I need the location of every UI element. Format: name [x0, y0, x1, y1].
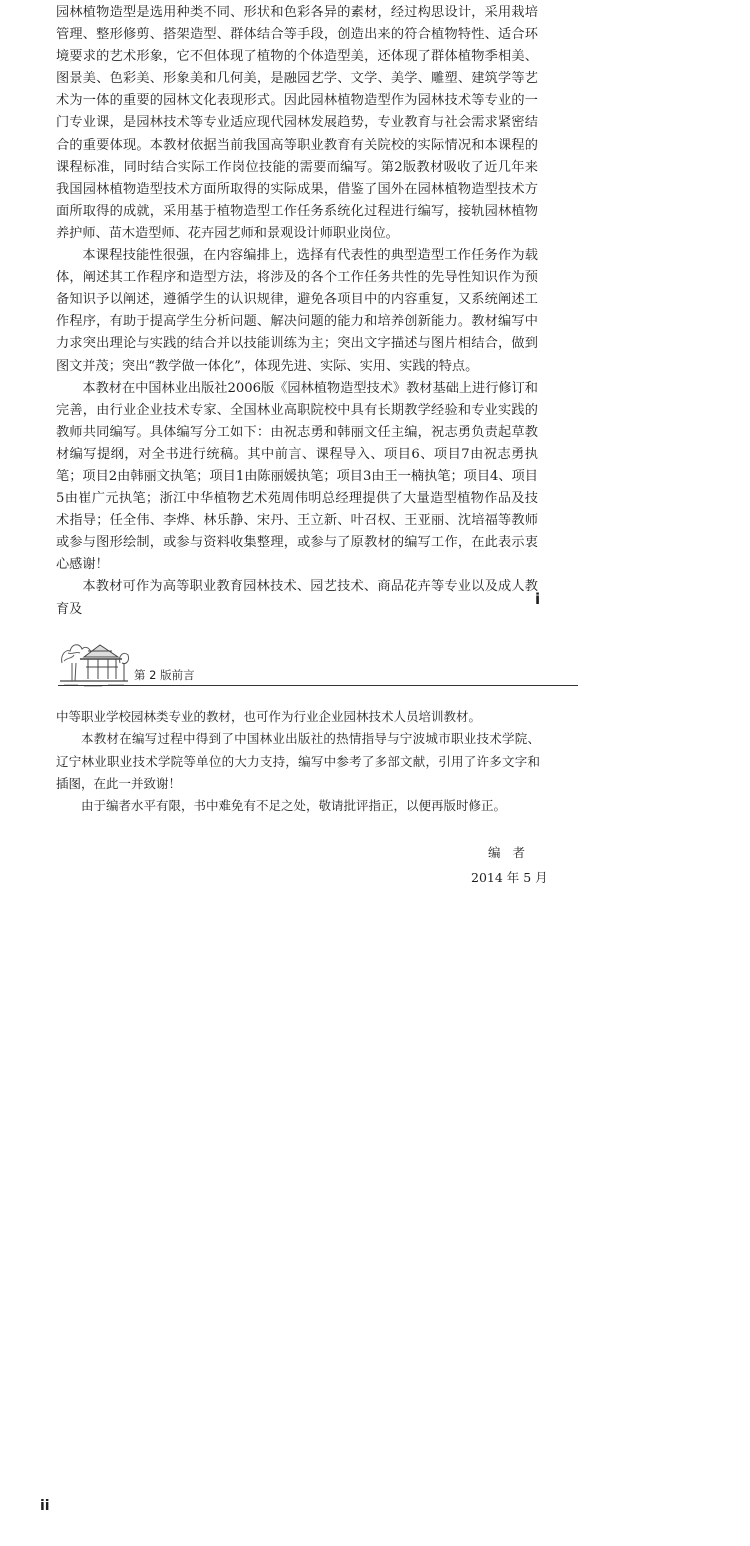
header-rule [58, 685, 578, 686]
signature-author: 编者 [488, 845, 538, 860]
paragraph: 本教材在中国林业出版社2006版《园林植物造型技术》教材基础上进行修订和完善，由行业企业技术专家、全国林业高职院校中具有长期教学经验和专业实践的教师共同编写。具体编写分工如下：由祝志勇和韩丽文任主编，祝志勇负责起草教材编写提纲，对全书进行统稿。其中前言、课程导入、项目6、项目7由祝志勇执笔；项目2由韩丽文执笔；项目1由陈丽媛执笔；项目3由王一楠执笔；项目4、项目5由崔广元执笔；浙江中华植物艺术苑周伟明总经理提供了大量造型植物作品及技术指导；任全伟、李烨、林乐静、宋丹、王立新、叶召权、王亚丽、沈培福等教师或参与图形绘制，或参与资料收集整理，或参与了原教材的编写工作，在此表示衷心感谢！ [56, 380, 538, 573]
page-i [0, 0, 750, 615]
page-ii [0, 615, 750, 1546]
page-i-body [56, 2, 541, 621]
page-ii-body [56, 706, 540, 817]
paragraph: 本课程技能性很强，在内容编排上，选择有代表性的典型造型工作任务作为载体，阐述其工作程序和造型方法，将涉及的各个工作任务共性的先导性知识作为预备知识予以阐述，遵循学生的认识规律，避免各项目中的内容重复，又系统阐述工作程序，有助于提高学生分析问题、解决问题的能力和培养创新能力。教材编写中力求突出理论与实践的结合并以技能训练为主；突出文字描述与图片相结合，做到图文并茂；突出“教学做一体化”，体现先进、实际、实用、实践的特点。 [56, 248, 538, 374]
page-number: i [535, 590, 541, 608]
paragraph: 园林植物造型是选用种类不同、形状和色彩各异的素材，经过构思设计，采用栽培管理、整形修剪、搭架造型、群体结合等手段，创造出来的符合植物特性、适合环境要求的艺术形象，它不但体现了植物的个体造型美，还体现了群体植物季相美、图景美、色彩美、形象美和几何美，是融园艺学、文学、美学、雕塑、建筑学等艺术为一体的重要的园林文化表现形式。因此园林植物造型作为园林技术等专业的一门专业课，是园林技术等专业适应现代园林发展趋势，专业教育与社会需求紧密结合的重要体现。本教材依据当前我国高等职业教育有关院校的实际情况和本课程的课程标准，同时结合实际工作岗位技能的需要而编写。第2版教材吸收了近几年来我国园林植物造型技术方面所取得的实际成果，借鉴了国外在园林植物造型技术方面所取得的成就，采用基于植物造型工作任务系统化过程进行编写，接轨园林植物养护师、苗木造型师、花卉园艺师和景观设计师职业岗位。 [56, 5, 538, 241]
paragraph: 由于编者水平有限，书中难免有不足之处，敬请批评指正，以便再版时修正。 [81, 798, 507, 814]
paragraph: 本教材可作为高等职业教育园林技术、园艺技术、商品花卉等专业以及成人教育及 [56, 579, 538, 617]
page-number: ii [40, 1498, 50, 1514]
running-header-title: 第 2 版前言 [134, 668, 195, 682]
pavilion-logo-icon [58, 633, 130, 691]
paragraph: 中等职业学校园林类专业的教材，也可作为行业企业园林技术人员培训教材。 [56, 709, 482, 724]
signature-date: 2014 年 5 月 [471, 870, 548, 885]
paragraph: 本教材在编写过程中得到了中国林业出版社的热情指导与宁波城市职业技术学院、辽宁林业职业技术学院等单位的大力支持，编写中参考了多部文献，引用了许多文字和插图，在此一并致谢！ [56, 731, 540, 791]
